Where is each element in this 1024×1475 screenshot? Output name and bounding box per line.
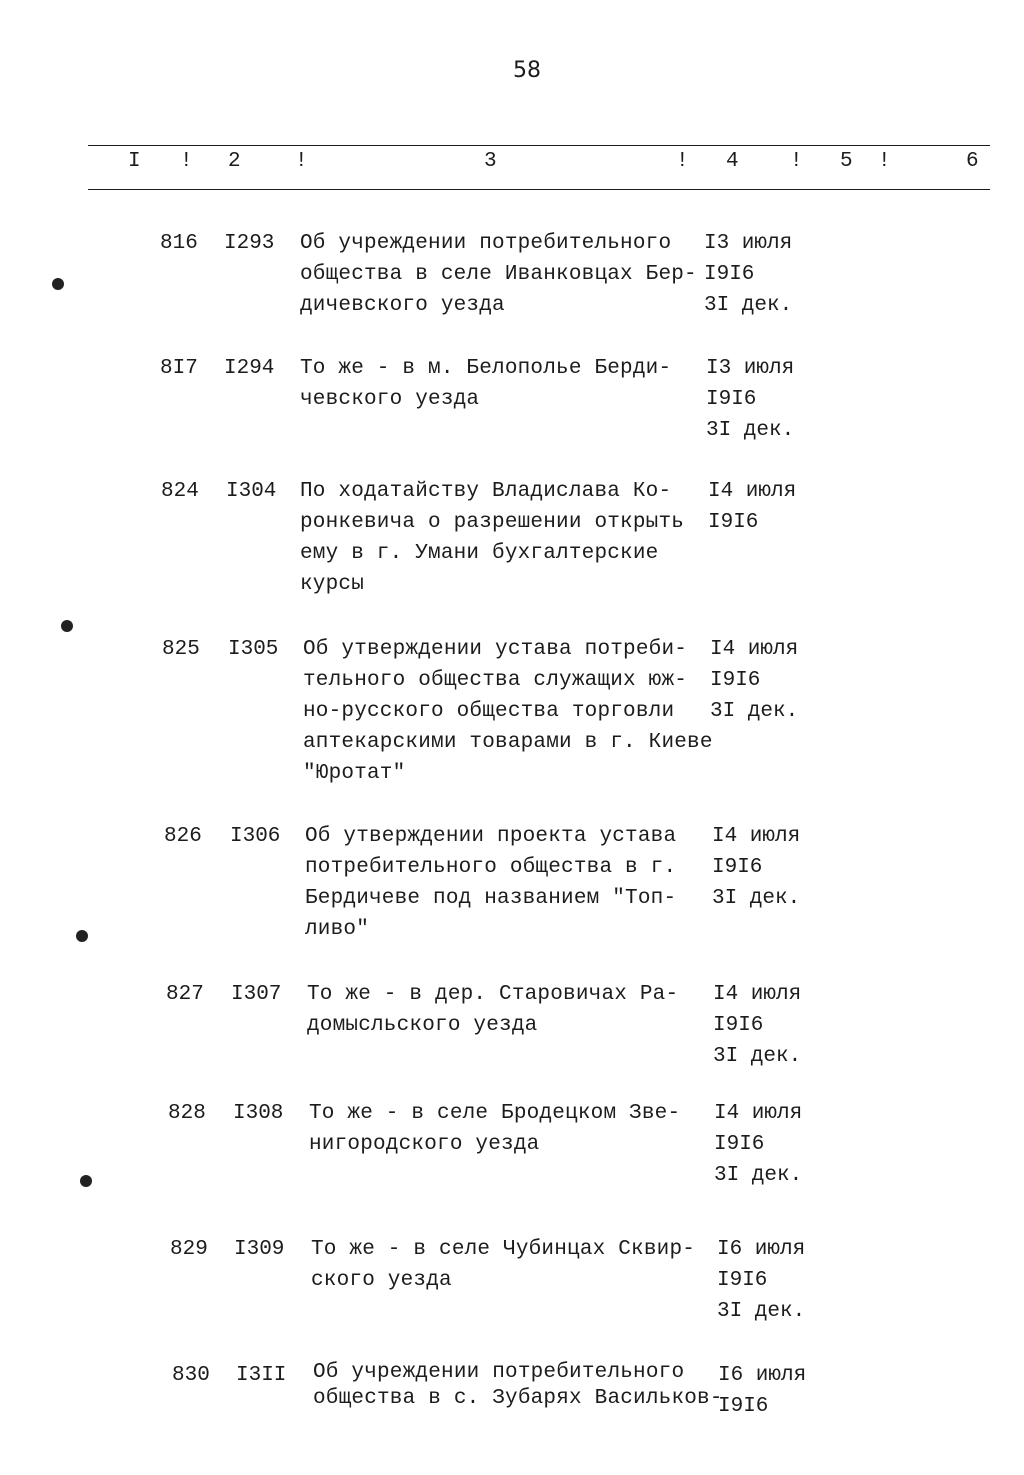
entry-code: I293 — [224, 232, 275, 255]
entry-code: I307 — [231, 983, 282, 1006]
header-top-rule — [88, 145, 990, 146]
entry-number: 816 — [160, 232, 198, 255]
column-separator: ! — [790, 150, 803, 173]
entry-title: Об учреждении потребительного общества в селе Иванковцах Бер- дичевского уезда — [300, 232, 697, 317]
entry-title: Об утверждении проекта устава потребительного общества в г. Бердичеве под названием "Топ- ливо" — [305, 825, 677, 941]
entry-number: 824 — [161, 480, 199, 503]
entry-title: То же - в селе Чубинцах Сквир- ского уезда — [311, 1238, 696, 1292]
column-header-2: 2 — [228, 150, 241, 173]
column-separator: ! — [676, 150, 689, 173]
entry-date: I4 июля I9I6 3I дек. — [714, 1102, 803, 1187]
entry-number: 829 — [170, 1238, 208, 1261]
entry-code: I309 — [234, 1238, 285, 1261]
entry-code: I308 — [233, 1102, 284, 1125]
entry-date: I4 июля I9I6 3I дек. — [712, 825, 801, 910]
column-header-4: 4 — [726, 150, 739, 173]
binding-hole-mark — [61, 620, 73, 632]
column-header-row — [0, 150, 1024, 180]
entry-code: I294 — [224, 357, 275, 380]
binding-hole-mark — [76, 930, 88, 942]
entry-code: I306 — [230, 825, 281, 848]
entry-number: 830 — [172, 1364, 210, 1387]
entry-date: I4 июля I9I6 3I дек. — [713, 983, 802, 1068]
page-number: 58 — [513, 58, 541, 83]
entry-title: То же - в селе Бродецком Зве- нигородского уезда — [309, 1102, 681, 1156]
entry-title: По ходатайству Владислава Ко- ронкевича о разрешении открыть ему в г. Умани бухгалтерские курсы — [300, 480, 685, 596]
column-separator: ! — [295, 150, 308, 173]
column-header-1: I — [128, 150, 141, 173]
entry-date: I3 июля I9I6 3I дек. — [704, 232, 793, 317]
entry-date: I6 июля I9I6 3I дек. — [717, 1238, 806, 1323]
entry-title: То же - в дер. Старовичах Ра- домысльского уезда — [307, 983, 679, 1037]
entry-code: I305 — [228, 638, 279, 661]
entry-number: 825 — [162, 638, 200, 661]
entry-number: 827 — [166, 983, 204, 1006]
column-header-3: 3 — [484, 150, 497, 173]
entry-date: I4 июля I9I6 3I дек. — [710, 638, 799, 723]
column-header-5: 5 — [840, 150, 853, 173]
entry-number: 828 — [168, 1102, 206, 1125]
column-separator: ! — [878, 150, 891, 173]
binding-hole-mark — [80, 1175, 92, 1187]
entry-date: I4 июля I9I6 — [708, 480, 797, 534]
header-bottom-rule — [88, 189, 990, 190]
entry-date: I3 июля I9I6 3I дек. — [706, 357, 795, 442]
entry-date: I6 июля I9I6 — [718, 1364, 807, 1418]
entry-number: 826 — [164, 825, 202, 848]
column-header-6: 6 — [966, 150, 979, 173]
entry-title: То же - в м. Белополье Берди- чевского уезда — [300, 357, 672, 411]
binding-hole-mark — [52, 278, 64, 290]
entry-code: I304 — [226, 480, 277, 503]
entry-title: Об учреждении потребительного общества в с. Зубарях Васильков- — [313, 1361, 723, 1410]
entry-number: 8I7 — [160, 357, 198, 380]
column-separator: ! — [180, 150, 193, 173]
entry-title: Об утверждении устава потреби- тельного общества служащих юж- но-русского общества торговли аптекарскими товарами в г. Киеве "Юротат" — [303, 638, 713, 785]
entry-code: I3II — [236, 1364, 287, 1387]
